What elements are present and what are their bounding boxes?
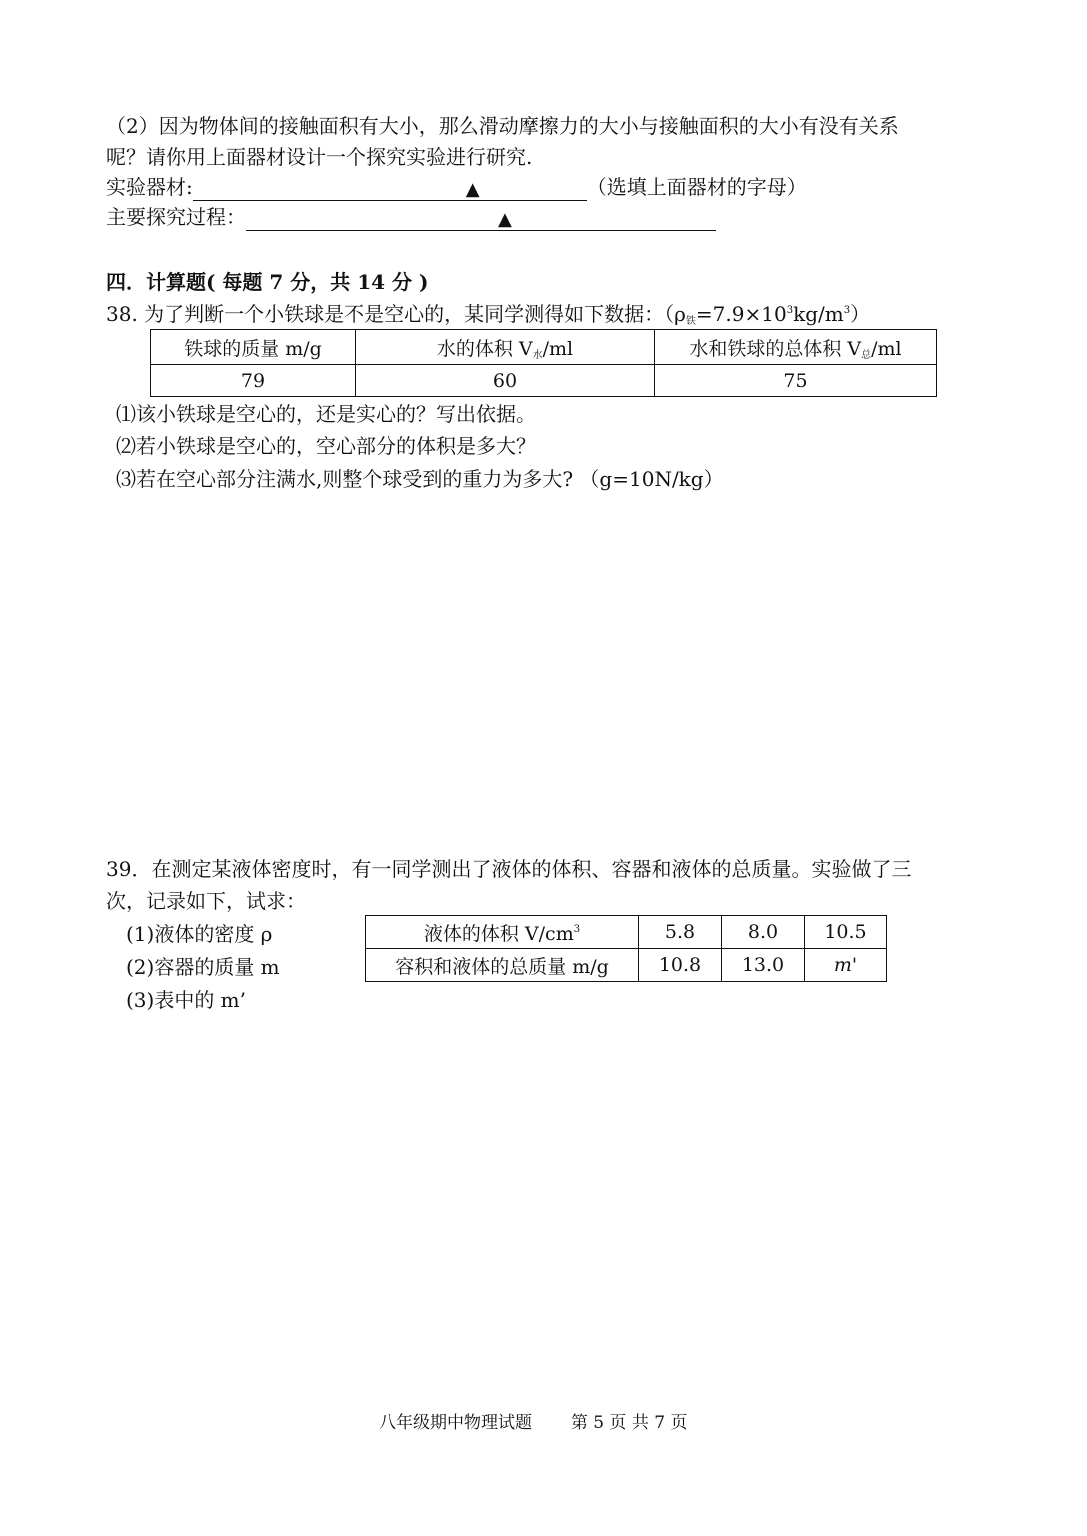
footer-title: 八年级期中物理试题 <box>379 1413 532 1433</box>
q39-sub3: (3)表中的 m’ <box>126 988 247 1012</box>
q37-part2-line2: 呢？请你用上面器材设计一个探究实验进行研究. <box>106 145 533 169</box>
answer-marker-triangle: ▲ <box>465 179 480 200</box>
rho-unit: kg/m <box>793 302 844 326</box>
table-cell: 75 <box>655 365 937 397</box>
table-cell: 13.0 <box>722 949 805 982</box>
rho-exponent: 3 <box>786 305 794 316</box>
materials-answer-blank[interactable] <box>193 178 587 201</box>
process-label: 主要探究过程： <box>106 205 246 229</box>
q38-stem-text: 38. 为了判断一个小铁球是不是空心的，某同学测得如下数据：（ρ <box>106 302 686 326</box>
table-row-label: 容积和液体的总质量 m/g <box>366 949 639 982</box>
rho-subscript: 铁 <box>685 316 696 327</box>
rho-value: =7.9×10 <box>695 302 787 326</box>
answer-marker-triangle: ▲ <box>498 209 512 230</box>
section-heading: 四．计算题( 每题 7 分，共 14 分 ) <box>106 270 429 294</box>
q38-sub1: ⑴该小铁球是空心的，还是实心的？写出依据。 <box>116 402 536 426</box>
q38-sub2: ⑵若小铁球是空心的，空心部分的体积是多大？ <box>116 434 536 458</box>
process-answer-blank[interactable] <box>246 208 716 231</box>
table-cell: 60 <box>356 365 655 397</box>
materials-row <box>106 173 807 201</box>
table-cell: 79 <box>151 365 356 397</box>
rho-close: ） <box>850 302 871 326</box>
process-row <box>106 203 716 231</box>
q39-stem-line1: 39．在测定某液体密度时，有一同学测出了液体的体积、容器和液体的总质量。实验做了三 <box>106 857 912 881</box>
q37-part2-line1: （2）因为物体间的接触面积有大小，那么滑动摩擦力的大小与接触面积的大小有没有关系 <box>106 114 899 138</box>
page-footer <box>379 1408 687 1433</box>
table-row-label: 液体的体积 $V/cm^3$ <box>366 916 639 949</box>
rho-unit-exponent: 3 <box>843 305 851 316</box>
table-header-cell: 水的体积 $V_水/ml$ <box>356 330 655 365</box>
q39-sub1: (1)液体的密度 ρ <box>126 922 273 946</box>
table-cell: 8.0 <box>722 916 805 949</box>
table-header-cell: 水和铁球的总体积 $V_总/ml$ <box>655 330 937 365</box>
table-header-cell: 铁球的质量 m/g <box>151 330 356 365</box>
q39-table <box>365 915 887 982</box>
q38-table <box>150 329 937 397</box>
q38-sub3: ⑶若在空心部分注满水,则整个球受到的重力为多大? （g=10N/kg） <box>116 467 724 491</box>
table-cell: 10.8 <box>639 949 722 982</box>
table-cell: m' <box>805 949 887 982</box>
table-cell: 5.8 <box>639 916 722 949</box>
table-cell: 10.5 <box>805 916 887 949</box>
materials-label: 实验器材: <box>106 175 193 199</box>
footer-page-number: 第 5 页 共 7 页 <box>570 1413 688 1433</box>
q39-sub2: (2)容器的质量 m <box>126 955 280 979</box>
materials-hint: （选填上面器材的字母） <box>586 175 807 199</box>
q39-stem-line2: 次，记录如下，试求： <box>106 889 306 913</box>
